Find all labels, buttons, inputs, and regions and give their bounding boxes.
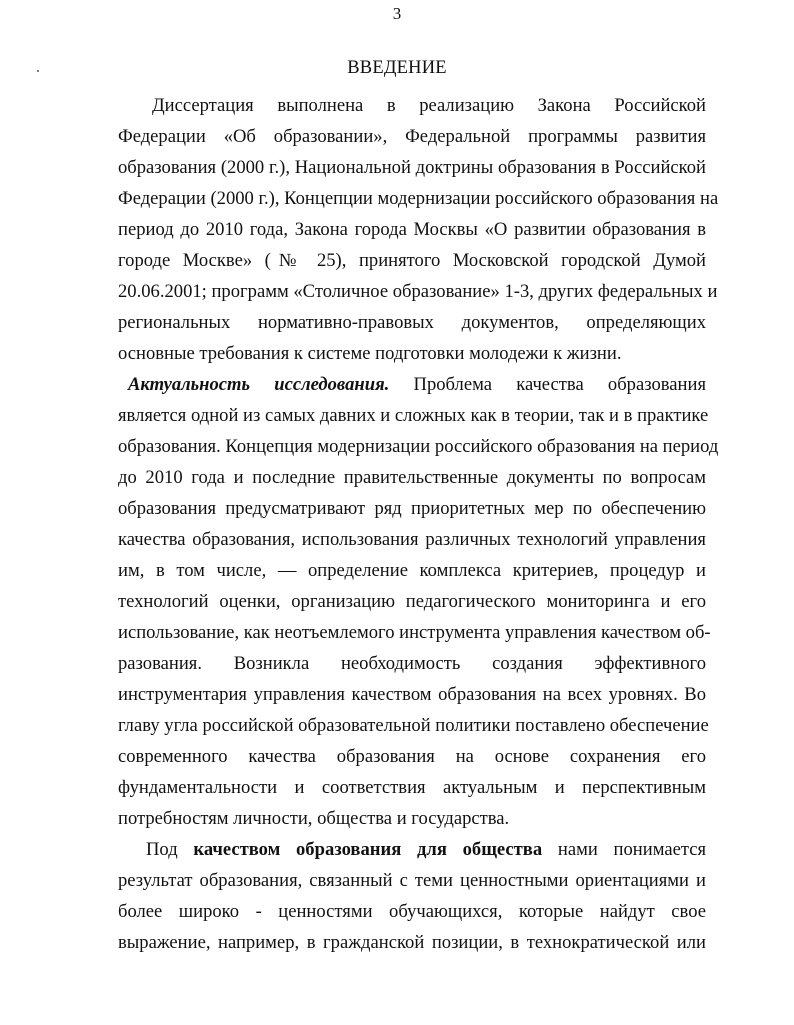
text-line: выражение, например, в гражданской позиции, в технократической или xyxy=(118,932,706,953)
text-line: образования. Концепция модернизации российского образования на период xyxy=(118,436,719,457)
text-line: им, в том числе, — определение комплекса критериев, процедур и xyxy=(118,560,706,581)
text-line: разования. Возникла необходимость создания эффективного xyxy=(118,653,706,674)
text-line: использование, как неотъемлемого инструмента управления качеством об- xyxy=(118,622,711,643)
quality-term: качеством образования для общества xyxy=(193,839,543,860)
section-heading: ВВЕДЕНИЕ xyxy=(347,58,447,78)
text-line: региональных нормативно-правовых документов, определяющих xyxy=(118,312,706,333)
text-line: городе Москве» (№ 25), принятого Московской городской Думой xyxy=(118,250,706,271)
text-line: современного качества образования на основе сохранения его xyxy=(118,746,706,767)
text-line xyxy=(128,370,706,400)
text-line xyxy=(146,835,706,865)
text-line: качества образования, использования различных технологий управления xyxy=(118,529,706,550)
text-line: период до 2010 года, Закона города Москвы «О развитии образования в xyxy=(118,219,706,240)
text-fragment: Проблема качества образования xyxy=(413,374,706,395)
text-line: является одной из самых давних и сложных как в теории, так и в практике xyxy=(118,405,709,426)
text-line: образования (2000 г.), Национальной доктрины образования в Российской xyxy=(118,157,706,178)
text-line: Федерации (2000 г.), Концепции модернизации российского образования на xyxy=(118,188,719,209)
text-line: основные требования к системе подготовки молодежи к жизни. xyxy=(118,343,622,364)
text-line: Федерации «Об образовании», Федеральной программы развития xyxy=(118,126,706,147)
relevance-lead: Актуальность исследования. xyxy=(128,374,390,395)
text-fragment: нами понимается xyxy=(557,839,707,860)
text-line: инструментария управления качеством образования на всех уровнях. Во xyxy=(118,684,706,705)
text-line: Диссертация выполнена в реализацию Закона Российской xyxy=(152,95,706,116)
text-line: технологий оценки, организацию педагогического мониторинга и его xyxy=(118,591,706,612)
text-line: 20.06.2001; программ «Столичное образование» 1-3, других федеральных и xyxy=(118,281,718,302)
text-line: до 2010 года и последние правительственные документы по вопросам xyxy=(118,467,706,488)
text-line: образования предусматривают ряд приоритетных мер по обеспечению xyxy=(118,498,706,519)
text-line: главу угла российской образовательной политики поставлено обеспечение xyxy=(118,715,709,736)
text-fragment: Под xyxy=(146,839,178,860)
text-line: результат образования, связанный с теми ценностными ориентациями и xyxy=(118,870,706,891)
page-number: 3 xyxy=(392,4,402,23)
text-line: более широко - ценностями обучающихся, которые найдут свое xyxy=(118,901,706,922)
text-line: потребностям личности, общества и государства. xyxy=(118,808,510,829)
text-line: фундаментальности и соответствия актуальным и перспективным xyxy=(118,777,706,798)
